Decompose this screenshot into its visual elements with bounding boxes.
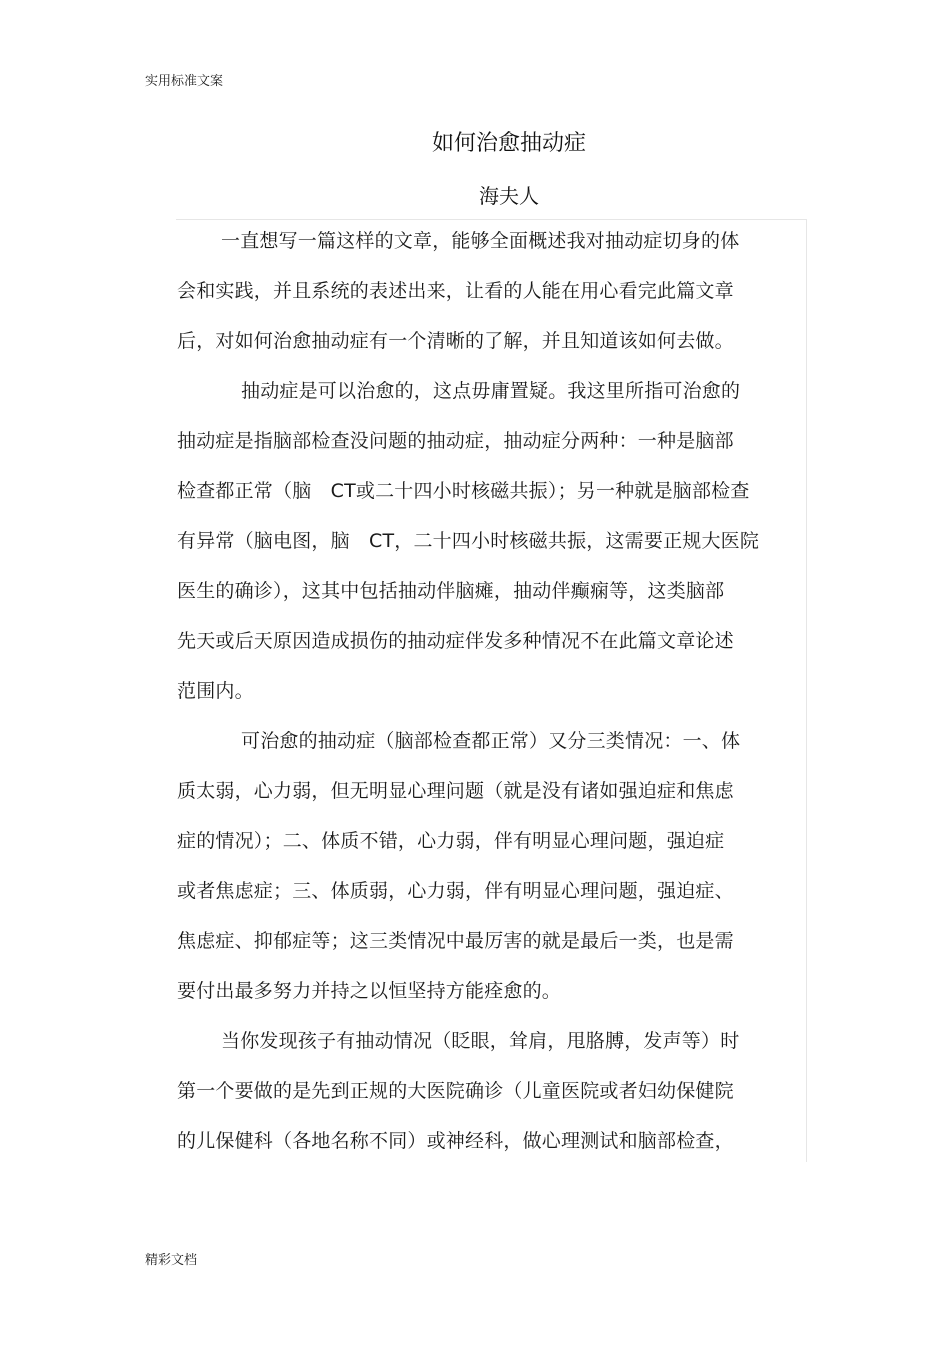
body-line: 要付出最多努力并持之以恒坚持方能痊愈的。	[177, 980, 562, 1002]
body-line: 范围内。	[177, 680, 254, 702]
body-line: 的儿保健科（各地名称不同）或神经科，做心理测试和脑部检查，	[177, 1130, 734, 1152]
body-line: 或者焦虑症；三、体质弱，心力弱，伴有明显心理问题，强迫症、	[177, 880, 734, 902]
body-line: 质太弱，心力弱，但无明显心理问题（就是没有诸如强迫症和焦虑	[177, 780, 734, 802]
body-line: 第一个要做的是先到正规的大医院确诊（儿童医院或者妇幼保健院	[177, 1080, 734, 1102]
document-author: 海夫人	[479, 184, 539, 208]
document-body	[177, 225, 787, 1175]
document-title: 如何治愈抽动症	[431, 131, 586, 156]
body-line: 有异常（脑电图，脑 CT，二十四小时核磁共振，这需要正规大医院	[177, 530, 760, 552]
body-line: 一直想写一篇这样的文章，能够全面概述我对抽动症切身的体	[221, 230, 740, 252]
body-line: 先天或后天原因造成损伤的抽动症伴发多种情况不在此篇文章论述	[177, 630, 734, 652]
body-line: 当你发现孩子有抽动情况（眨眼，耸肩，甩胳膊，发声等）时	[221, 1030, 740, 1052]
page-header-label: 实用标准文案	[145, 74, 224, 89]
body-line: 医生的确诊），这其中包括抽动伴脑瘫，抽动伴癫痫等，这类脑部	[177, 580, 725, 602]
body-line: 症的情况）；二、体质不错，心力弱，伴有明显心理问题，强迫症	[177, 830, 725, 852]
body-line: 后，对如何治愈抽动症有一个清晰的了解，并且知道该如何去做。	[177, 330, 734, 352]
body-line: 焦虑症、抑郁症等；这三类情况中最厉害的就是最后一类，也是需	[177, 930, 734, 952]
body-line: 抽动症是指脑部检查没问题的抽动症，抽动症分两种：一种是脑部	[177, 430, 734, 452]
body-line: 检查都正常（脑 CT或二十四小时核磁共振）；另一种就是脑部检查	[177, 480, 750, 502]
body-line: 抽动症是可以治愈的，这点毋庸置疑。我这里所指可治愈的	[241, 380, 741, 402]
body-line: 可治愈的抽动症（脑部检查都正常）又分三类情况：一、体	[241, 730, 741, 752]
body-line: 会和实践，并且系统的表述出来，让看的人能在用心看完此篇文章	[177, 280, 734, 302]
page-footer-label: 精彩文档	[145, 1253, 198, 1268]
